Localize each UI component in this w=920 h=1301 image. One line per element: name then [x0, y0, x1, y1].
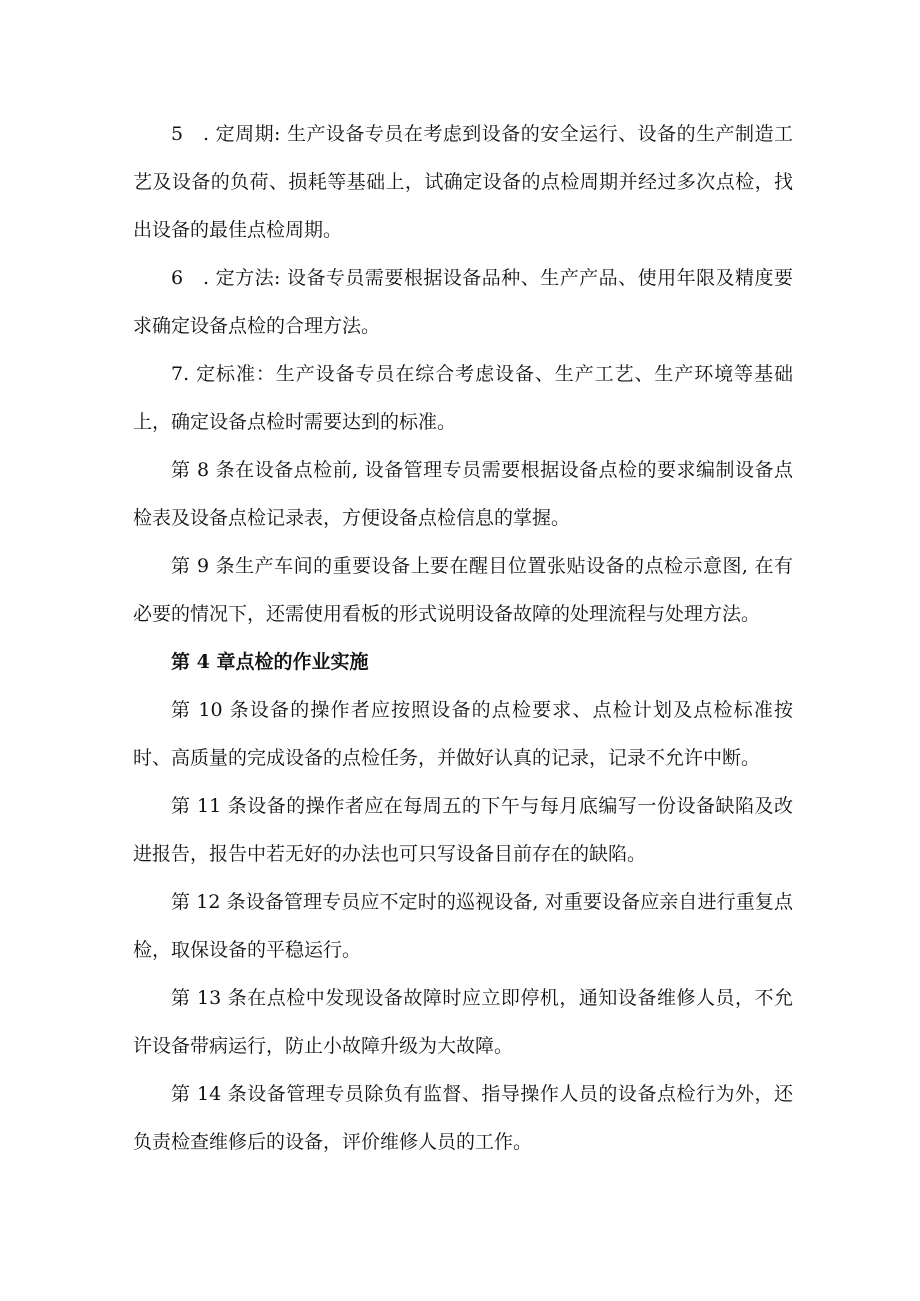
document-page — [133, 110, 793, 1166]
article-10: 第 10 条设备的操作者应按照设备的点检要求、点检计划及点检标准按时、高质量的完成设备的点检任务，并做好认真的记录，记录不允许中断。 — [133, 699, 793, 769]
article-8: 第 8 条在设备点检前, 设备管理专员需要根据设备点检的要求编制设备点检表及设备点检记录表，方便设备点检信息的掌握。 — [133, 459, 793, 529]
article-13: 第 13 条在点检中发现设备故障时应立即停机，通知设备维修人员，不允许设备带病运行，防止小故障升级为大故障。 — [133, 987, 793, 1057]
paragraph-define-method: 6 . 定方法: 设备专员需要根据设备品种、生产产品、使用年限及精度要求确定设备点检的合理方法。 — [133, 267, 793, 337]
paragraph-define-cycle: 5 . 定周期: 生产设备专员在考虑到设备的安全运行、设备的生产制造工艺及设备的负荷、损耗等基础上，试确定设备的点检周期并经过多次点检，找出设备的最佳点检周期。 — [133, 123, 793, 241]
chapter-heading: 第 4 章点检的作业实施 — [171, 651, 369, 673]
article-9: 第 9 条生产车间的重要设备上要在醒目位置张贴设备的点检示意图, 在有必要的情况下，还需使用看板的形式说明设备故障的处理流程与处理方法。 — [133, 555, 793, 625]
paragraph-define-standard: 7. 定标准：生产设备专员在综合考虑设备、生产工艺、生产环境等基础上，确定设备点检时需要达到的标准。 — [133, 363, 793, 433]
article-12: 第 12 条设备管理专员应不定时的巡视设备, 对重要设备应亲自进行重复点检，取保设备的平稳运行。 — [133, 891, 793, 961]
article-11: 第 11 条设备的操作者应在每周五的下午与每月底编写一份设备缺陷及改进报告，报告中若无好的办法也可只写设备目前存在的缺陷。 — [133, 795, 793, 865]
article-14: 第 14 条设备管理专员除负有监督、指导操作人员的设备点检行为外，还负责检查维修后的设备，评价维修人员的工作。 — [133, 1083, 793, 1153]
